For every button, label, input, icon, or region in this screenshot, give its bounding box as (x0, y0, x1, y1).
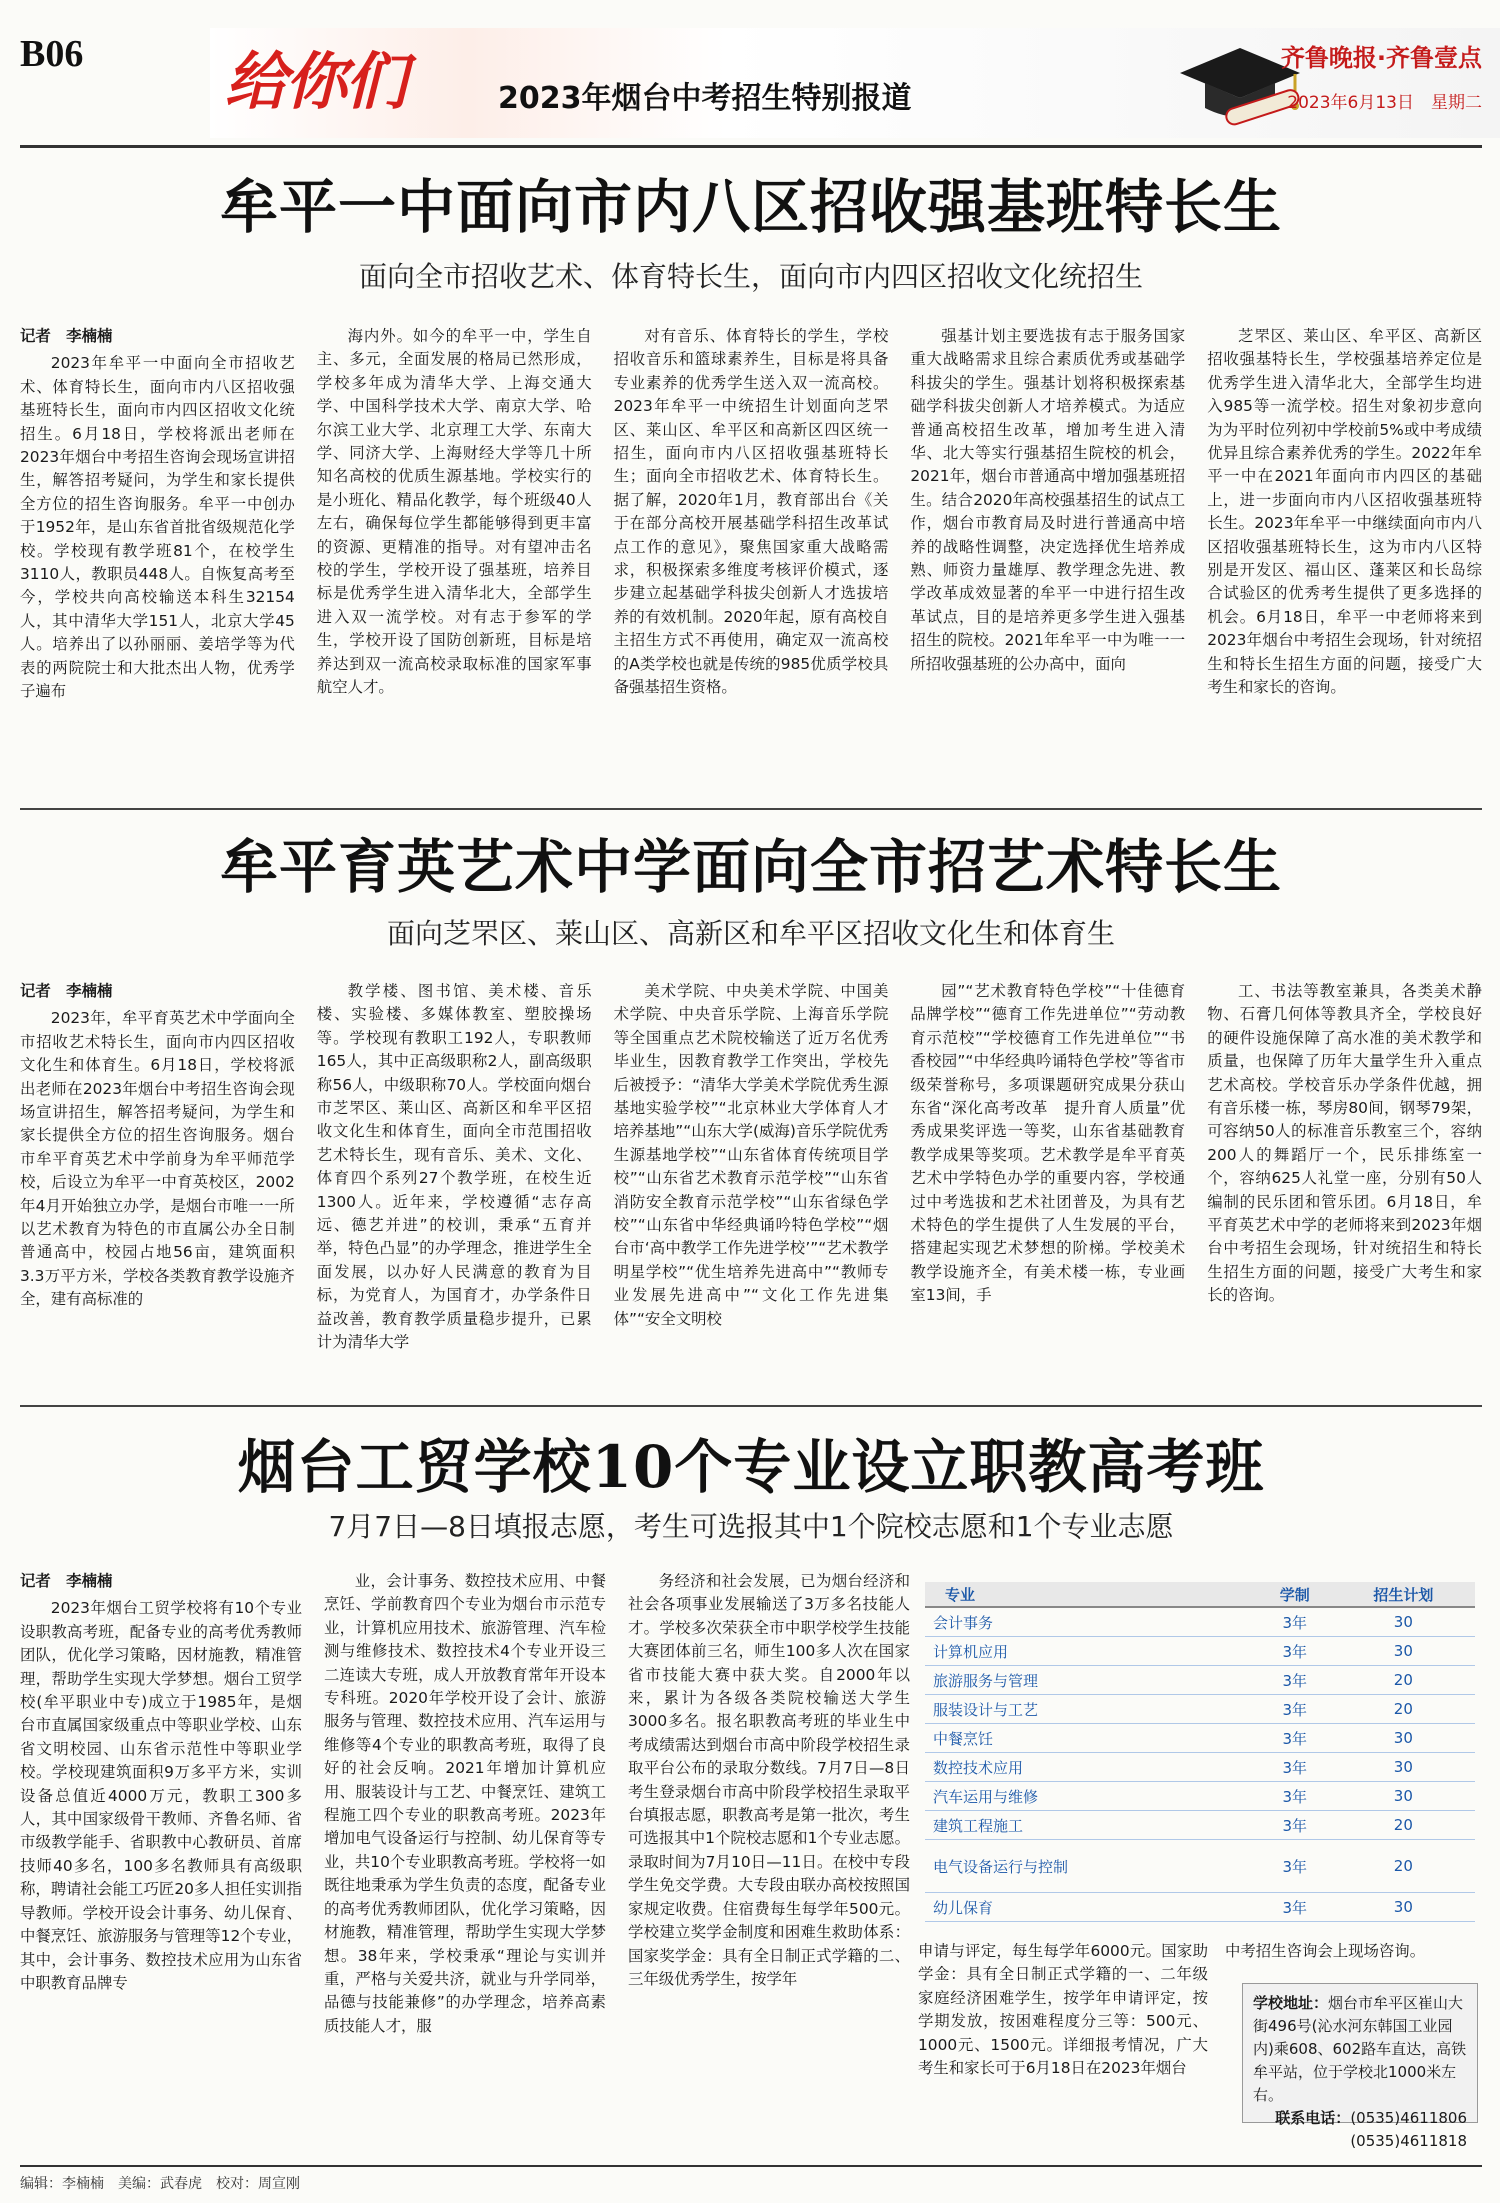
section-divider (20, 1405, 1482, 1407)
table-cell-plan: 20 (1332, 1840, 1475, 1893)
table-header: 专业 (925, 1582, 1258, 1607)
table-cell-major: 服装设计与工艺 (925, 1695, 1258, 1724)
table-cell-plan: 30 (1332, 1782, 1475, 1811)
phone-line (1253, 2107, 1483, 2153)
table-cell-major: 中餐烹饪 (925, 1724, 1258, 1753)
table-cell-major: 计算机应用 (925, 1637, 1258, 1666)
table-row (925, 1666, 1475, 1695)
section-divider (20, 808, 1482, 810)
page-header (20, 18, 1482, 142)
article-3-col-3 (628, 1570, 910, 2150)
article-paragraph: 2023年烟台工贸学校将有10个专业设职教高考班，配备专业的高考优秀教师团队，优化学习策略，因材施教，精准管理，帮助学生实现大学梦想。烟台工贸学校(牟平职业中专)成立于1985年，是烟台市直属国家级重点中等职业学校、山东省文明校园、山东省示范性中等职业学校。学校现建筑面积9万多平方米，实训设备总值近4000万元，教职工300多人，其中国家级骨干教师、齐鲁名师、省市级教学能手、省职教中心教研员、首席技师40多名，100多名教师具有高级职称，聘请社会能工巧匠20多人担任实训指导教师。学校开设会计事务、幼儿保育、中餐烹饪、旅游服务与管理等12个专业，其中，会计事务、数控技术应用为山东省中职教育品牌专 (20, 1599, 302, 1992)
table-cell-plan: 30 (1332, 1893, 1475, 1922)
paper-brand: 齐鲁晚报·齐鲁壹点 (1280, 44, 1482, 72)
article-2-col-2 (317, 980, 592, 1420)
reporter-byline: 记者 李楠楠 (20, 327, 113, 345)
article-3-body (20, 1570, 910, 2150)
article-paragraph: 美术学院、中央美术学院、中国美术学院、中央音乐学院、上海音乐学院等全国重点艺术院校输送了近万名优秀毕业生，因教育教学工作突出，学校先后被授予：“清华大学美术学院优秀生源基地实验学校”“北京林业大学体育人才培养基地”“山东大学(威海)音乐学院优秀生源基地学校”“山东省体育传统项目学校”“山东省艺术教育示范学校”“山东省消防安全教育示范学校”“山东省绿色学校”“山东省中华经典诵吟特色学校”“烟台市‘高中教学工作先进学校’”“艺术教学明星学校”“优生培养先进高中”“教师专业发展先进高中”“文化工作先进集体”“安全文明校 (613, 982, 889, 1328)
table-row (925, 1782, 1475, 1811)
table-header: 招生计划 (1332, 1582, 1475, 1607)
article-1-body (20, 325, 1482, 793)
table-cell-major: 幼儿保育 (925, 1893, 1258, 1922)
table-cell-plan: 30 (1332, 1724, 1475, 1753)
page-footer: 编辑：李楠楠 美编：武春虎 校对：周宣刚 (20, 2165, 1482, 2193)
article-1-col-5 (1207, 325, 1482, 793)
article-paragraph: 教学楼、图书馆、美术楼、音乐楼、实验楼、多媒体教室、塑胶操场等。学校现有教职工192人，专职教师165人，其中正高级职称2人，副高级职称56人，中级职称70人。学校面向烟台市芝罘区、莱山区、高新区和牟平区招收文化生和体育生，面向全市范围招收艺术特长生，现有音乐、美术、文化、体育四个系列27个教学班，在校生近1300人。近年来，学校遵循“志存高远、德艺并进”的校训，秉承“五育并举，特色凸显”的办学理念，推进学生全面发展，以办好人民满意的教育为目标，为党育人，为国育才，办学条件日益改善，教育教学质量稳步提升，已累计为清华大学 (316, 982, 592, 1352)
article-3-subtitle: 7月7日—8日填报志愿，考生可选报其中1个院校志愿和1个专业志愿 (328, 1510, 1174, 1543)
table-cell-years: 3年 (1258, 1724, 1332, 1753)
header-rule (20, 145, 1482, 148)
article-paragraph: 务经济和社会发展，已为烟台经济和社会各项事业发展输送了3万多名技能人才。学校多次荣获全市中职学校学生技能大赛团体前三名，师生100多人次在国家省市技能大赛中获大奖。自2000年以来，累计为各级各类院校输送大学生3000多名。报名职教高考班的毕业生中考成绩需达到烟台市高中阶段学校招生录取平台公布的录取分数线。7月7日—8日考生登录烟台市高中阶段学校招生录取平台填报志愿，职教高考是第一批次，考生可选报其中1个院校志愿和1个专业志愿。录取时间为7月10日—11日。在校中专段学生免交学费。大专段由联办高校按照国家规定收费。住宿费每生每学年500元。学校建立奖学金制度和困难生救助体系：国家奖学金：具有全日制正式学籍的二、三年级优秀学生，按学年 (628, 1572, 910, 1988)
phone-text: (0535)4611806 (0535)4611818 (1350, 2109, 1483, 2150)
article-paragraph: 海内外。如今的牟平一中，学生自主、多元，全面发展的格局已然形成，学校多年成为清华大学、上海交通大学、中国科学技术大学、南京大学、哈尔滨工业大学、北京理工大学、东南大学、同济大学、上海财经大学等几十所知名高校的优质生源基地。学校实行的是小班化、精品化教学，每个班级40人左右，确保每位学生都能够得到更丰富的资源、更精准的指导。对有望冲击名校的学生，学校开设了强基班，培养目标是优秀学生进入清华北大，全部学生进入双一流学校。对有志于参军的学生，学校开设了国防创新班，目标是培养达到双一流高校录取标准的国家军事航空人才。 (316, 327, 592, 697)
table-cell-plan: 30 (1332, 1637, 1475, 1666)
article-paragraph: 业，会计事务、数控技术应用、中餐烹饪、学前教育四个专业为烟台市示范专业，计算机应用技术、旅游管理、汽车检测与维修技术、数控技术4个专业开设三二连读大专班，成人开放教育常年开设本专科班。2020年学校开设了会计、旅游服务与管理、数控技术应用、汽车运用与维修等4个专业的职教高考班，取得了良好的社会反响。2021年增加计算机应用、服装设计与工艺、中餐烹饪、建筑工程施工四个专业的职教高考班。2023年增加电气设备运行与控制、幼儿保育等专业，共10个专业职教高考班。学校将一如既往地秉承为学生负责的态度，配备专业的高考优秀教师团队，优化学习策略，因材施教，精准管理，帮助学生实现大学梦想。38年来，学校秉承“理论与实训并重，严格与关爱共济，就业与升学同举，品德与技能兼修”的办学理念，培养高素质技能人才，服 (324, 1572, 606, 2035)
article-2-title: 牟平育英艺术中学面向全市招艺术特长生 (219, 833, 1282, 901)
table-cell-major: 汽车运用与维修 (925, 1782, 1258, 1811)
article-paragraph: 对有音乐、体育特长的学生，学校招收音乐和篮球素养生，目标是将具备专业素养的优秀学生送入双一流高校。2023年牟平一中统招生计划面向芝罘区、莱山区、牟平区和高新区四区统一招生，面向市内八区招收强基班特长生；面向全市招收艺术、体育特长生。据了解，2020年1月，教育部出台《关于在部分高校开展基础学科招生改革试点工作的意见》，聚焦国家重大战略需求，积极探索多维度考核评价模式，逐步建立起基础学科拔尖创新人才选拔培养的有效机制。2020年起，原有高校自主招生方式不再使用，确定双一流高校的A类学校也就是传统的985优质学校具备强基招生资格。 (613, 327, 889, 697)
reporter-byline: 记者 李楠楠 (20, 982, 113, 1000)
article-1-col-1 (20, 325, 295, 793)
article-1-col-4 (910, 325, 1185, 793)
table-cell-major: 数控技术应用 (925, 1753, 1258, 1782)
table-row (925, 1724, 1475, 1753)
article-3-col-1 (20, 1570, 302, 2150)
article-paragraph: 工、书法等教室兼具，各类美术静物、石膏几何体等教具齐全，学校良好的硬件设施保障了高水准的美术教学和质量，也保障了历年大量学生升入重点艺术高校。学校音乐办学条件优越，拥有音乐楼一栋，琴房80间，钢琴79架，可容纳50人的标准音乐教室三个，容纳200人的舞蹈厅一个，民乐排练室一个，容纳625人礼堂一座，分别有50人编制的民乐团和管乐团。6月18日，牟平育英艺术中学的老师将来到2023年烟台中考招生会现场，针对统招生和特长生招生方面的问题，接受广大考生和家长的咨询。 (1207, 982, 1482, 1305)
table-row (925, 1811, 1475, 1840)
table-cell-plan: 20 (1332, 1695, 1475, 1724)
article-2-col-1 (20, 980, 295, 1420)
table-cell-plan: 20 (1332, 1666, 1475, 1695)
address-label: 学校地址： (1253, 1994, 1329, 2012)
series-title: 2023年烟台中考招生特别报道 (498, 81, 912, 116)
article-1-col-2 (317, 325, 592, 793)
table-row (925, 1695, 1475, 1724)
table-row (925, 1753, 1475, 1782)
article-3-col-2 (324, 1570, 606, 2150)
table-header: 学制 (1258, 1582, 1332, 1607)
table-cell-major: 电气设备运行与控制 (925, 1840, 1258, 1893)
article-1-subtitle: 面向全市招收艺术、体育特长生，面向市内四区招收文化统招生 (358, 260, 1143, 293)
table-header-row (925, 1582, 1475, 1607)
table-row (925, 1893, 1475, 1922)
table-cell-major: 旅游服务与管理 (925, 1666, 1258, 1695)
table-row (925, 1607, 1475, 1637)
table-cell-years: 3年 (1258, 1840, 1332, 1893)
article-paragraph: 中考招生咨询会上现场咨询。 (1225, 1942, 1426, 1960)
contact-box (1242, 1983, 1483, 2150)
article-paragraph: 2023年，牟平育英艺术中学面向全市招收艺术特长生，面向市内四区招收文化生和体育生。6月18日，学校将派出老师在2023年烟台中考招生咨询会现场宣讲招生，解答招考疑问，为学生和家长提供全方位的招生咨询服务。烟台市牟平育英艺术中学前身为牟平师范学校，后设立为牟平一中育英校区，2002年4月开始独立办学，是烟台市唯一一所以艺术教育为特色的市直属公办全日制普通高中，校园占地56亩，建筑面积3.3万平方米，学校各类教育教学设施齐全，建有高标准的 (20, 1009, 295, 1309)
phone-label: 联系电话： (1275, 2109, 1351, 2127)
article-2-col-3 (614, 980, 889, 1420)
table-cell-major: 会计事务 (925, 1607, 1258, 1637)
table-cell-years: 3年 (1258, 1753, 1332, 1782)
table-cell-years: 3年 (1258, 1893, 1332, 1922)
article-3-title: 烟台工贸学校10个专业设立职教高考班 (237, 1433, 1265, 1501)
headline-brand: 给你们 (225, 45, 406, 118)
reporter-byline: 记者 李楠楠 (20, 1572, 113, 1590)
table-cell-plan: 20 (1332, 1811, 1475, 1840)
table-cell-years: 3年 (1258, 1607, 1332, 1637)
table-cell-years: 3年 (1258, 1782, 1332, 1811)
article-paragraph: 园”“艺术教育特色学校”“十佳德育品牌学校”“德育工作先进单位”“劳动教育示范校”“学校德育工作先进单位”“书香校园”“中华经典吟诵特色学校”等省市级荣誉称号，多项课题研究成果分获山东省“深化高考改革 提升育人质量”优秀成果奖评选一等奖，山东省基础教育教学成果等奖项。艺术教学是牟平育英艺术中学特色办学的重要内容，学校通过中考选拔和艺术社团普及，为具有艺术特色的学生提供了人生发展的平台，搭建起实现艺术梦想的阶梯。学校美术教学设施齐全，有美术楼一栋，专业画室13间，手 (910, 982, 1186, 1305)
article-2-subtitle: 面向芝罘区、莱山区、高新区和牟平区招收文化生和体育生 (386, 917, 1115, 950)
article-3-col-5 (1225, 1940, 1480, 1980)
table-cell-years: 3年 (1258, 1811, 1332, 1840)
table-row (925, 1840, 1475, 1893)
table-cell-years: 3年 (1258, 1695, 1332, 1724)
article-2-col-4 (910, 980, 1185, 1420)
table-row (925, 1637, 1475, 1666)
article-1-col-3 (614, 325, 889, 793)
address-text: 烟台市牟平区崔山大街496号(沁水河东韩国工业园内)乘608、602路车直达，高铁牟平站，位于学校北1000米左右。 (1253, 1994, 1467, 2104)
table-cell-years: 3年 (1258, 1637, 1332, 1666)
table-cell-plan: 30 (1332, 1607, 1475, 1637)
article-2-body (20, 980, 1482, 1420)
page-number: B06 (20, 33, 84, 75)
article-paragraph: 强基计划主要选拔有志于服务国家重大战略需求且综合素质优秀或基础学科拔尖的学生。强基计划将积极探索基础学科拔尖创新人才培养模式。为适应普通高校招生改革，增加考生进入清华、北大等实行强基招生院校的机会，2021年，烟台市普通高中增加强基班招生。结合2020年高校强基招生的试点工作，烟台市教育局及时进行普通高中培养的战略性调整，决定选择优生培养成熟、师资力量雄厚、教学理念先进、教学改革成效显著的牟平一中进行招生改革试点，目的是培养更多学生进入强基招生的院校。2021年牟平一中为唯一一所招收强基班的公办高中，面向 (910, 327, 1186, 673)
article-3-col-4 (918, 1940, 1208, 2150)
article-paragraph: 芝罘区、莱山区、牟平区、高新区招收强基特长生，学校强基培养定位是优秀学生进入清华北大，全部学生均进入985等一流学校。招生对象初步意向为为平时位列初中学校前5%或中考成绩优异且综合素养优秀的学生。2022年牟平一中在2021年面向市内四区的基础上，进一步面向市内八区招收强基班特长生。2023年牟平一中继续面向市内八区招收强基班特长生，这为市内八区特别是开发区、福山区、蓬莱区和长岛综合试验区的优秀考生提供了更多选择的机会。6月18日，牟平一中老师将来到2023年烟台中考招生会现场，针对统招生和特长生招生方面的问题，接受广大考生和家长的咨询。 (1207, 327, 1482, 697)
issue-date: 2023年6月13日 星期二 (1287, 93, 1482, 113)
article-1-title: 牟平一中面向市内八区招收强基班特长生 (219, 173, 1282, 241)
table-cell-plan: 30 (1332, 1753, 1475, 1782)
article-2-col-5 (1207, 980, 1482, 1420)
article-paragraph: 2023年牟平一中面向全市招收艺术、体育特长生，面向市内八区招收强基班特长生，面向市内四区招收文化统招生。6月18日，学校将派出老师在2023年烟台中考招生咨询会现场宣讲招生，解答招考疑问，为学生和家长提供全方位的招生咨询服务。牟平一中创办于1952年，是山东省首批省级规范化学校。学校现有教学班81个，在校学生3110人，教职员448人。自恢复高考至今，学校共向高校输送本科生32154人，其中清华大学151人，北京大学45人。培养出了以孙丽丽、姜培学等为代表的两院院士和大批杰出人物，优秀学子遍布 (20, 354, 295, 701)
enrollment-table (925, 1582, 1475, 1922)
address-line (1253, 1992, 1467, 2107)
article-paragraph: 申请与评定，每生每学年6000元。国家助学金：具有全日制正式学籍的一、二年级家庭经济困难学生，按学年申请评定，按学期发放，按困难程度分三等：500元、1000元、1500元。详细报考情况，广大考生和家长可于6月18日在2023年烟台 (918, 1942, 1208, 2078)
table-cell-years: 3年 (1258, 1666, 1332, 1695)
table-cell-major: 建筑工程施工 (925, 1811, 1258, 1840)
